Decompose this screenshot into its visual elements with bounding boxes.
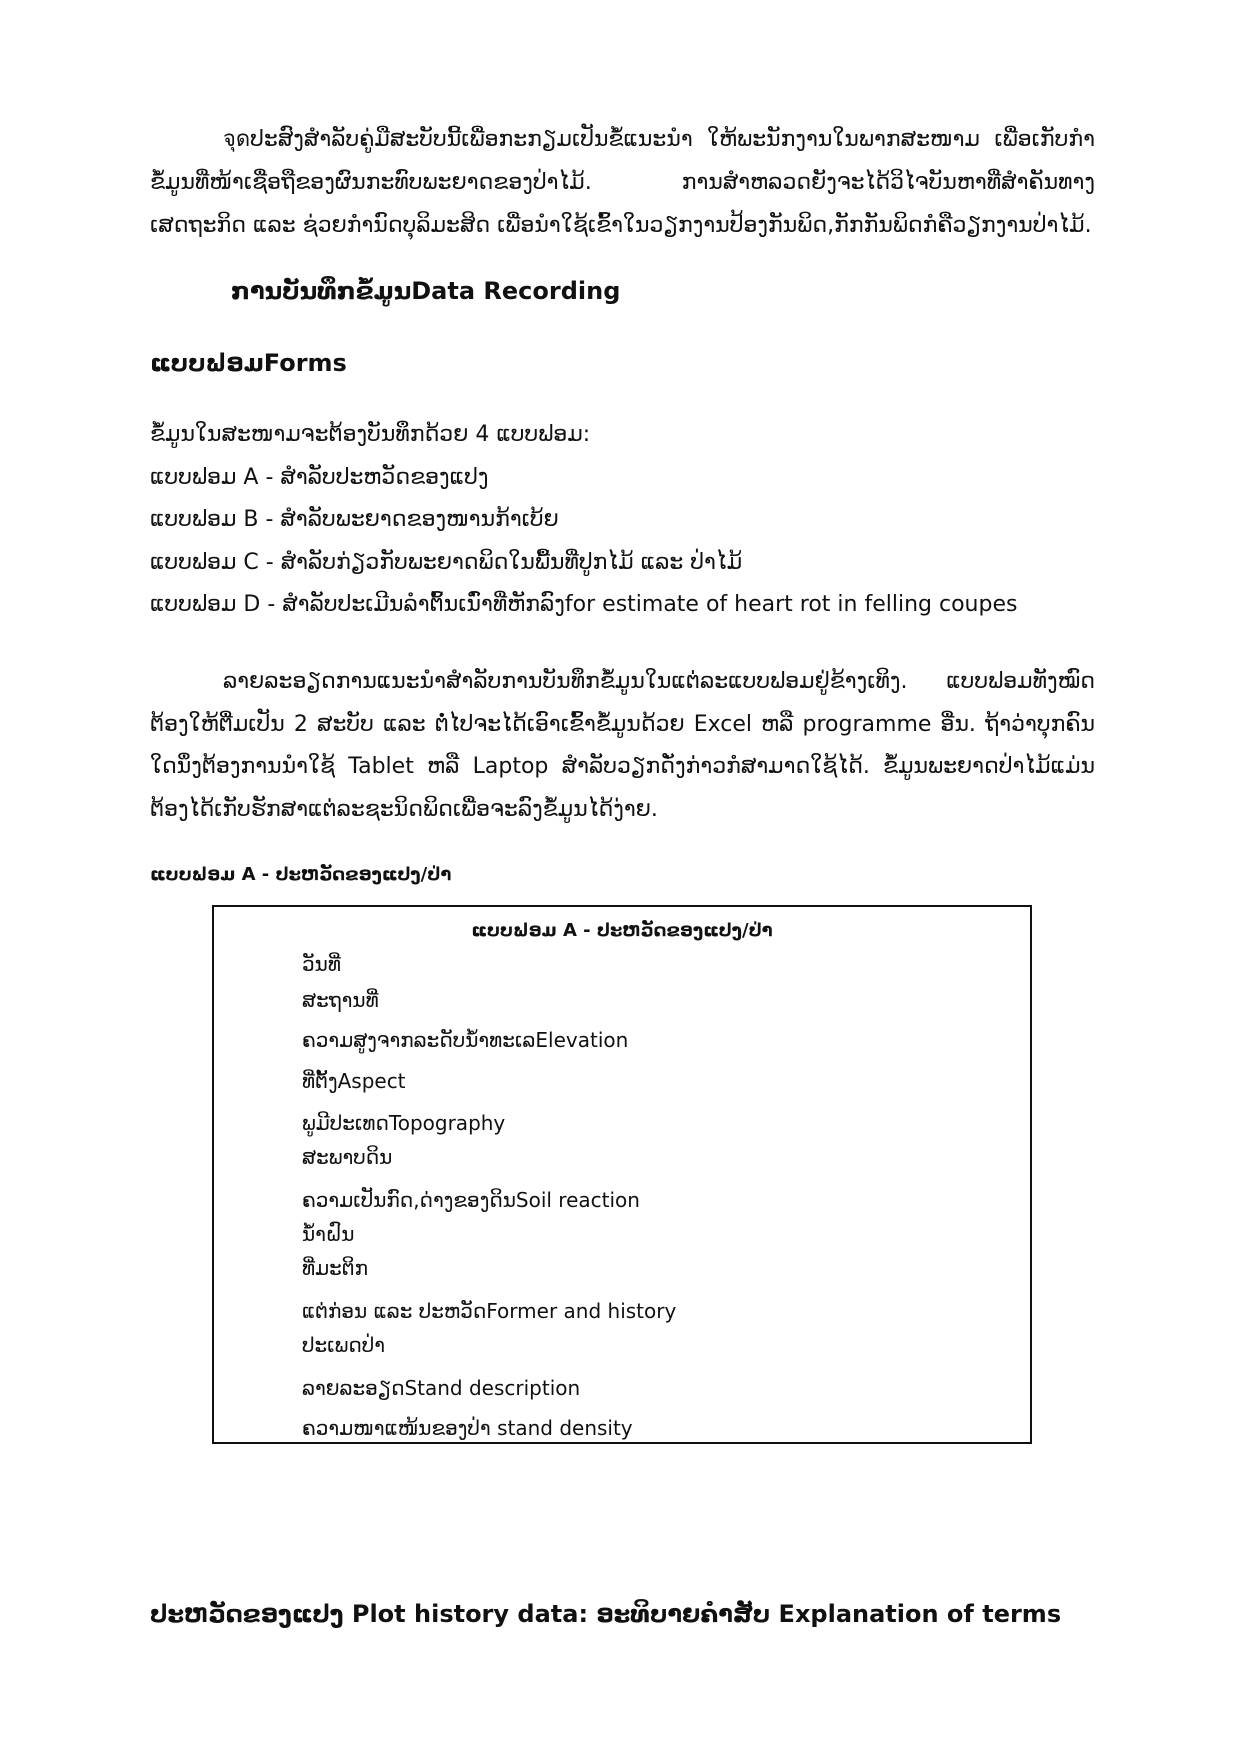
form-field-soil-reaction: ຄວາມເປັນກົດ,ດ່າງຂອງດິນSoil reaction: [302, 1188, 640, 1212]
form-field-topography: ພູມີປະເທດTopography: [302, 1111, 506, 1135]
form-field-forest-type: ປະເພດປ່າ: [302, 1333, 386, 1357]
forms-list-item-d: ແບບຟອມ D - ສຳລັບປະເມີນລຳຕົ້ນເນົ່າທີ່ຫັກລົງfor estimate of heart rot in felling coupes: [150, 592, 1018, 617]
form-field-date: ວັນທີ່: [302, 952, 341, 976]
form-field-soil: ສະພາບດິນ: [302, 1145, 393, 1169]
form-field-stand-description: ລາຍລະອຽດStand description: [302, 1376, 581, 1400]
form-a-caption: ແບບຟອມ A - ປະຫວັດຂອງແປງ/ປ່າ: [150, 864, 452, 885]
form-field-aspect: ທີ່ຕັ້ງAspect: [302, 1069, 406, 1093]
form-field-former-history: ແຕ່ກ່ອນ ແລະ ປະຫວັດFormer and history: [302, 1299, 677, 1323]
heading-plot-history: ປະຫວັດຂອງແປງ Plot history data: ອະທິບາຍຄຳສັບ Explanation of terms: [150, 1600, 1062, 1628]
forms-list-item-a: ແບບຟອມ A - ສຳລັບປະຫວັດຂອງແປງ: [150, 464, 489, 490]
forms-list-item-c: ແບບຟອມ C - ສຳລັບກ່ຽວກັບພະຍາດພິດໃນພື້ນທີ່ປູກໄມ້ ແລະ ປ່າໄມ້: [150, 549, 743, 575]
form-a-title: ແບບຟອມ A - ປະຫວັດຂອງແປງ/ປ່າ: [471, 920, 773, 941]
heading-forms: ແບບຟອມForms: [150, 349, 347, 377]
form-field-rainfall: ນ້ຳຝົນ: [302, 1222, 355, 1246]
heading-data-recording: ການບັນທຶກຂໍ້ມູນData Recording: [231, 277, 621, 305]
forms-list-intro: ຂໍ້ມູນໃນສະໜາມຈະຕ້ອງບັນທຶກດ້ວຍ 4 ແບບຟອມ:: [150, 422, 591, 447]
form-field-stand-density: ຄວາມໜາແໜ້ນຂອງປ່າ stand density: [302, 1416, 633, 1440]
detail-paragraph: ລາຍລະອຽດການແນະນຳສຳລັບການບັນທຶກຂໍ້ມູນໃນແຕ່ລະແບບຟອມຢູ່ຂ້າງເທິງ. ແບບຟອມທັງໝົດຕ້ອງໃຫ້ຕື່ມເປັນ 2 ສະບັບ ແລະ ຕໍ່ໄປຈະໄດ້ເອົາເຂົ້າຂໍ້ມູນດ້ວຍ Excel ຫລື programme ອື່ນ. ຖ້າວ່າບຸກຄົນໃດນຶ່ງຕ້ອງການນຳໃຊ້ Tablet ຫລື Laptop ສຳລັບວຽກດັ່ງກ່າວກໍສາມາດໃຊ້ໄດ້. ຂໍ້ມູນພະຍາດປ່າໄມ້ແມ່ນຕ້ອງໄດ້ເກັບຮັກສາແຕ່ລະຊະນິດພິດເພື່ອຈະລົງຂໍ້ມູນໄດ້ງ່າຍ.: [150, 669, 1095, 822]
form-field-weather: ທີ່ມະຕິກ: [302, 1256, 369, 1280]
form-field-location: ສະຖານທີ່: [302, 988, 379, 1012]
form-field-elevation: ຄວາມສູງຈາກລະດັບນ້ຳທະເລElevation: [302, 1028, 629, 1052]
form-a-box: [212, 905, 1032, 1444]
forms-list-item-b: ແບບຟອມ B - ສຳລັບພະຍາດຂອງໜານກ້າເບ້ຍ: [150, 507, 559, 532]
forms-list: [150, 414, 1017, 627]
intro-paragraph: จุดປະສົງສຳລັບຄູ່ມືສະບັບນີ້ເພື່ອກະກຽມເປັນຂໍ້ແນະນຳ ໃຫ້ພະນັກງານໃນພາກສະໜາມ ເພື່ອເກັບກຳຂໍ້ມູນທີ່ໜ້າເຊື່ອຖືຂອງຜົນກະທົບພະຍາດຂອງປ່າໄມ້. ການສຳຫລວດຍັງຈະໄດ້ວິໄຈບັນຫາທີ່ສຳຄັນທາງເສດຖະກິດ ແລະ ຊ່ວຍກຳນົດບຸລິມະສິດ ເພື່ອນຳໃຊ້ເຂົ້າໃນວຽກງານປ້ອງກັນພິດ,ກັກກັນພິດກໍຄືວຽກງານປ່າໄມ້.: [150, 127, 1095, 238]
